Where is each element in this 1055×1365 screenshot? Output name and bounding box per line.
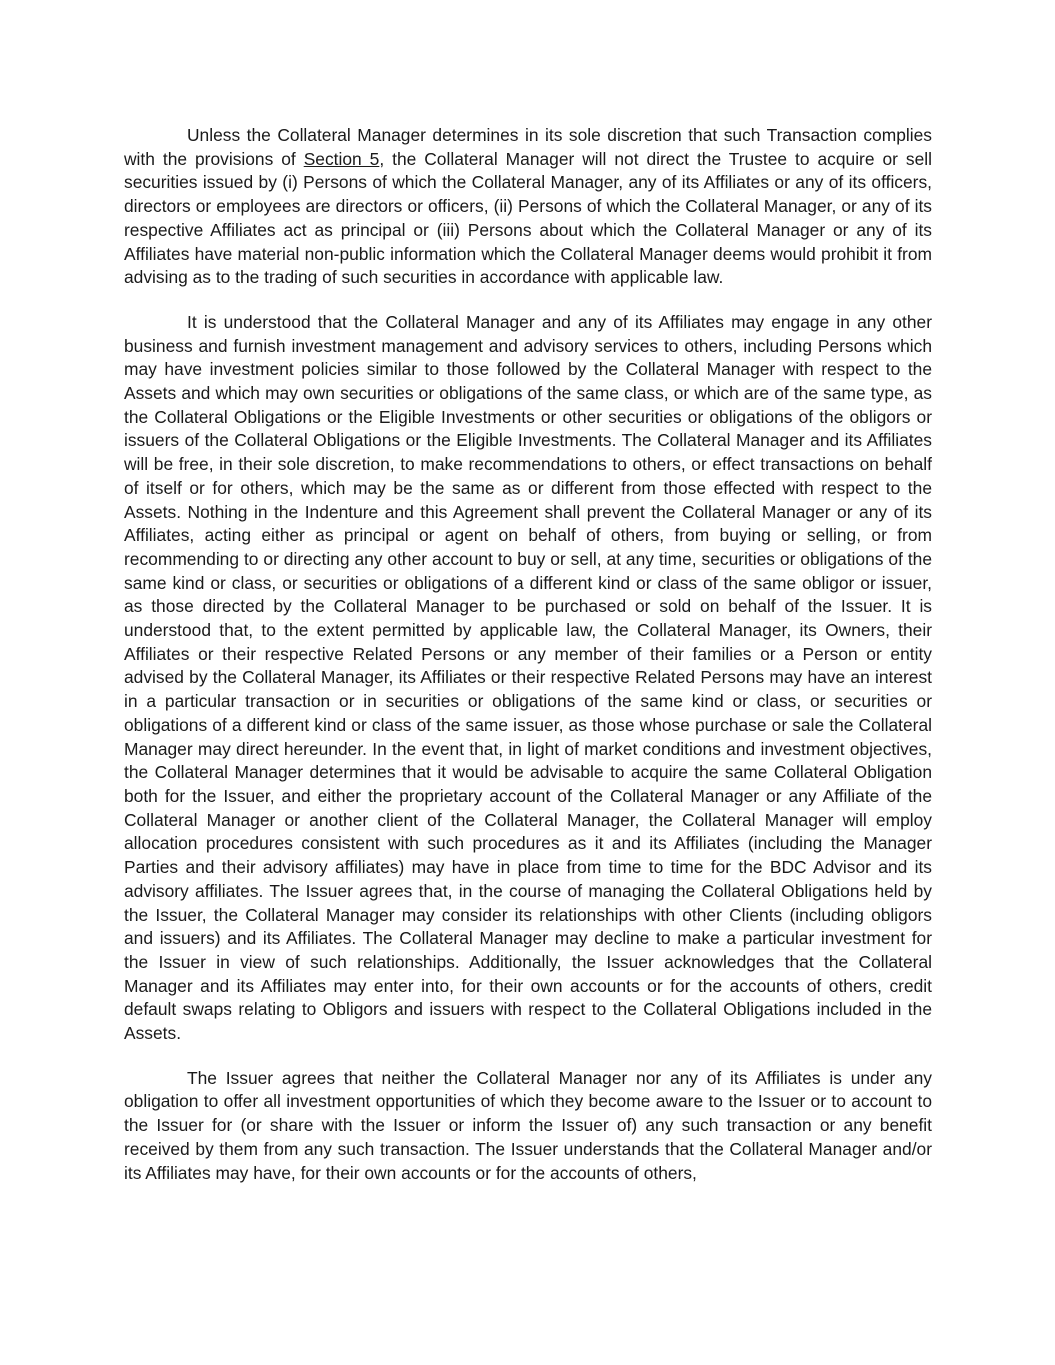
paragraph-1-text-end: , the Collateral Manager will not direct the Trustee to acquire or sell securities issued by (i) Persons of which the Collateral Manager, any of its Affiliates or any of its officers, directors or employees are directors or officers, (ii) Persons of which the Collateral Manager, or any of its respective Affiliates act as principal or (iii) Persons about which the Collateral Manager or any of its Affiliates have material non-public information which the Collateral Manager deems would prohibit it from advising as to the trading of such securities in accordance with applicable law. [124, 148, 932, 288]
paragraph-transaction-restrictions [124, 124, 932, 290]
section-5-reference: Section 5 [303, 148, 380, 169]
paragraph-1-text-start: Unless the Collateral Manager determines in its sole discretion that such Transaction complies with the provisions of [124, 125, 932, 169]
document-page [124, 124, 932, 1206]
paragraph-other-business: It is understood that the Collateral Manager and any of its Affiliates may engage in any other business and furnish investment management and advisory services to others, including Persons which may have investment policies similar to those followed by the Collateral Manager with respect to the Assets and which may own securities or obligations of the same class, or which are of the same type, as the Collateral Obligations or the Eligible Investments or other securities or obligations of the obligors or issuers of the Collateral Obligations or the Eligible Investments. The Collateral Manager and its Affiliates will be free, in their sole discretion, to make recommendations to others, or effect transactions on behalf of itself or for others, which may be the same as or different from those effected with respect to the Assets. Nothing in the Indenture and this Agreement shall prevent the Collateral Manager or any of its Affiliates, acting either as principal or agent on behalf of others, from buying or selling, or from recommending to or directing any other account to buy or sell, at any time, securities or obligations of the same kind or class, or securities or obligations of a different kind or class of the same obligor or issuer, as those directed by the Collateral Manager to be purchased or sold on behalf of the Issuer. It is understood that, to the extent permitted by applicable law, the Collateral Manager, its Owners, their Affiliates or their respective Related Persons or any member of their families or a Person or entity advised by the Collateral Manager, its Affiliates or their respective Related Persons may have an interest in a particular transaction or in securities or obligations of the same kind or class, or securities or obligations of a different kind or class of the same issuer, as those whose purchase or sale the Collateral Manager may direct hereunder. In the event that, in light of market conditions and investment objectives, the Collateral Manager determines that it would be advisable to acquire the same Collateral Obligation both for the Issuer, and either the proprietary account of the Collateral Manager or any Affiliate of the Collateral Manager or another client of the Collateral Manager, the Collateral Manager will employ allocation procedures consistent with such procedures as it and its Affiliates (including the Manager Parties and their advisory affiliates) may have in place from time to time for the BDC Advisor and its advisory affiliates. The Issuer agrees that, in the course of managing the Collateral Obligations held by the Issuer, the Collateral Manager may consider its relationships with other Clients (including obligors and issuers) and its Affiliates. The Collateral Manager may decline to make a particular investment for the Issuer in view of such relationships. Additionally, the Issuer acknowledges that the Collateral Manager and its Affiliates may enter into, for their own accounts or for the accounts of others, credit default swaps relating to Obligors and issuers with respect to the Collateral Obligations included in the Assets. [124, 311, 932, 1044]
paragraph-investment-opportunities: The Issuer agrees that neither the Collateral Manager nor any of its Affiliates is under any obligation to offer all investment opportunities of which they become aware to the Issuer or to account to the Issuer for (or share with the Issuer or inform the Issuer of) any such transaction or any benefit received by them from any such transaction. The Issuer understands that the Collateral Manager and/or its Affiliates may have, for their own accounts or for the accounts of others, [124, 1067, 932, 1183]
